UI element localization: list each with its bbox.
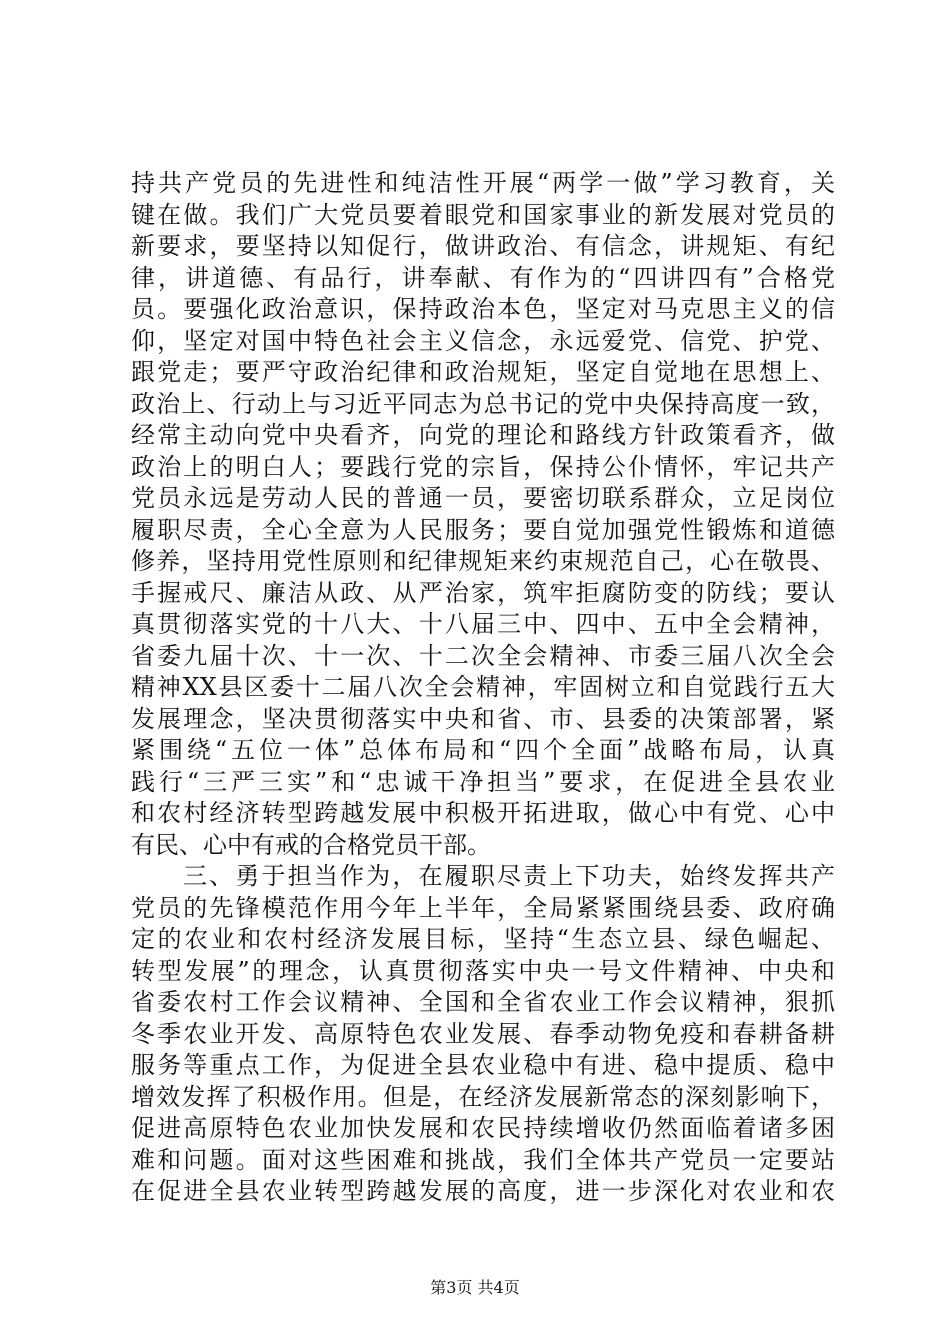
- text-line: 和农村经济转型跨越发展中积极开拓进取，做心中有党、心中: [131, 799, 835, 827]
- text-line: 在促进全县农业转型跨越发展的高度，进一步深化对农业和农: [131, 1177, 835, 1205]
- page-number-footer: 第3页 共4页: [430, 1278, 520, 1297]
- text-line: 政治上的明白人；要践行党的宗旨，保持公仆情怀，牢记共产: [131, 452, 835, 481]
- text-line: 修养，坚持用党性原则和纪律规矩来约束规范自己，心在敬畏、: [131, 547, 835, 575]
- text-line: 转型发展”的理念，认真贯彻落实中央一号文件精神、中央和: [131, 956, 835, 985]
- text-line: 跟党走；要严守政治纪律和政治规矩，坚定自觉地在思想上、: [131, 358, 835, 386]
- text-line: 履职尽责，全心全意为人民服务；要自觉加强党性锻炼和道德: [131, 515, 835, 544]
- text-line: 真贯彻落实党的十八大、十八届三中、四中、五中全会精神，: [131, 610, 835, 638]
- text-line: 精神XX县区委十二届八次全会精神，牢固树立和自觉践行五大: [131, 673, 835, 701]
- text-line: 经常主动向党中央看齐，向党的理论和路线方针政策看齐，做: [131, 421, 835, 449]
- text-line: 难和问题。面对这些困难和挑战，我们全体共产党员一定要站: [131, 1145, 835, 1174]
- text-line: 践行“三严三实”和“忠诚干净担当”要求，在促进全县农业: [131, 767, 835, 796]
- text-line: 紧围绕“五位一体”总体布局和“四个全面”战略布局，认真: [131, 736, 835, 764]
- text-line: 律，讲道德、有品行，讲奉献、有作为的“四讲四有”合格党: [131, 263, 835, 292]
- text-line: 政治上、行动上与习近平同志为总书记的党中央保持高度一致，: [131, 389, 835, 418]
- text-line: 仰，坚定对国中特色社会主义信念，永远爱党、信党、护党、: [131, 326, 835, 355]
- text-line: 新要求，要坚持以知促行，做讲政治、有信念，讲规矩、有纪: [131, 232, 835, 260]
- section-heading-line: 三、勇于担当作为，在履职尽责上下功夫，始终发挥共产: [183, 862, 835, 890]
- text-line: 省委九届十次、十一次、十二次全会精神、市委三届八次全会: [131, 641, 835, 670]
- text-line: 服务等重点工作，为促进全县农业稳中有进、稳中提质、稳中: [131, 1051, 835, 1079]
- text-line: 增效发挥了积极作用。但是，在经济发展新常态的深刻影响下，: [131, 1082, 835, 1111]
- text-line: 冬季农业开发、高原特色农业发展、春季动物免疫和春耕备耕: [131, 1019, 835, 1048]
- text-line: 促进高原特色农业加快发展和农民持续增收仍然面临着诸多困: [131, 1114, 835, 1142]
- text-line: 键在做。我们广大党员要着眼党和国家事业的新发展对党员的: [131, 200, 835, 229]
- text-line: 持共产党员的先进性和纯洁性开展“两学一做”学习教育，关: [131, 169, 835, 197]
- text-line: 手握戒尺、廉洁从政、从严治家，筑牢拒腐防变的防线；要认: [131, 578, 835, 607]
- body-text: [131, 168, 835, 1208]
- text-line: 省委农村工作会议精神、全国和全省农业工作会议精神，狠抓: [131, 988, 835, 1016]
- text-line-paragraph-end: 有民、心中有戒的合格党员干部。: [131, 830, 491, 859]
- text-line: 发展理念，坚决贯彻落实中央和省、市、县委的决策部署，紧: [131, 704, 835, 733]
- text-line: 员。要强化政治意识，保持政治本色，坚定对马克思主义的信: [131, 295, 835, 323]
- text-line: 定的农业和农村经济发展目标，坚持“生态立县、绿色崛起、: [131, 925, 835, 953]
- text-line: 党员永远是劳动人民的普通一员，要密切联系群众，立足岗位: [131, 484, 835, 512]
- text-line: 党员的先锋模范作用今年上半年，全局紧紧围绕县委、政府确: [131, 893, 835, 922]
